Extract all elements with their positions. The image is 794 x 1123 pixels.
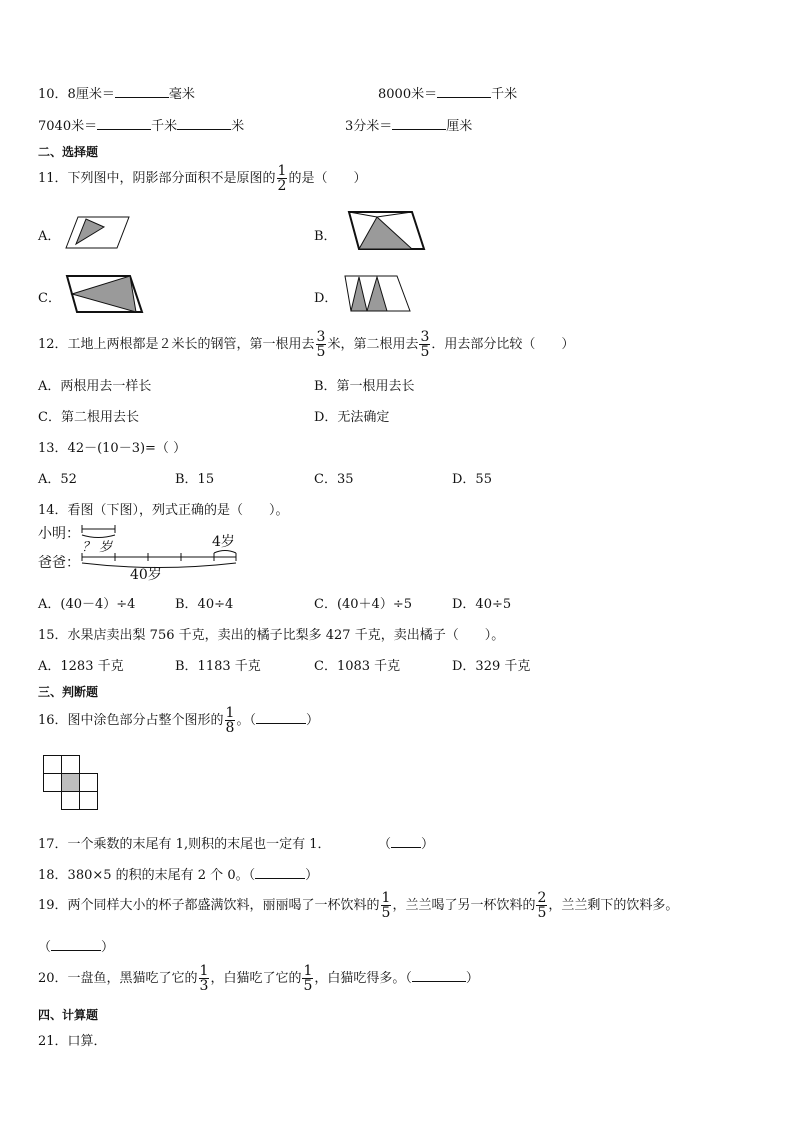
q17-stem: 17．一个乘数的末尾有 1,则积的末尾也一定有 1． bbox=[38, 837, 331, 852]
q20-close: ） bbox=[465, 971, 479, 986]
q17-open: （ bbox=[378, 837, 392, 852]
q20-stem bbox=[38, 964, 479, 993]
q14-label-xiaoming: 小明： bbox=[38, 526, 80, 542]
q16-answer-blank[interactable] bbox=[256, 711, 306, 724]
q10-c-blank2[interactable] bbox=[177, 117, 231, 130]
q14-option-d[interactable]: D．40÷5 bbox=[452, 597, 512, 612]
q12-fraction-2: $\frac{3}{5}$ bbox=[420, 329, 430, 360]
q11-option-d-label[interactable]: D． bbox=[314, 291, 338, 306]
q13-option-b[interactable]: B．15 bbox=[175, 472, 215, 487]
q12-text-1: 12．工地上两根都是２米长的钢管，第一根用去 bbox=[38, 337, 315, 352]
q20-text-3: ，白猫吃得多。（ bbox=[314, 971, 412, 986]
section-choice-heading: 二、选择题 bbox=[38, 145, 99, 159]
q18-stem bbox=[38, 864, 318, 883]
q14-xiaoming-age: ？ 岁 bbox=[82, 540, 113, 555]
q14-total-label: 40岁 bbox=[130, 567, 162, 583]
q10-c-blank1[interactable] bbox=[97, 117, 151, 130]
q18-close: ） bbox=[305, 868, 319, 883]
q20-fraction-2: $\frac{1}{5}$ bbox=[303, 963, 313, 994]
q12-option-b[interactable]: B．第一根用去长 bbox=[314, 379, 415, 394]
q10-line1-right bbox=[378, 83, 517, 102]
q19-open: （ bbox=[38, 940, 52, 955]
q13-option-a[interactable]: A．52 bbox=[38, 472, 77, 487]
q11-figure-d bbox=[342, 273, 412, 313]
q19-text-2: ，兰兰喝了另一杯饮料的 bbox=[392, 898, 536, 913]
q12-stem bbox=[38, 330, 574, 359]
q12-fraction-1: $\frac{3}{5}$ bbox=[316, 329, 326, 360]
q14-label-baba: 爸爸： bbox=[38, 555, 80, 571]
q11-fraction: $\frac{1}{2}$ bbox=[277, 163, 287, 194]
q10-line2-right bbox=[345, 115, 472, 134]
q13-option-d[interactable]: D．55 bbox=[452, 472, 492, 487]
q16-stem bbox=[38, 706, 319, 735]
q16-close: ） bbox=[305, 713, 319, 728]
q16-fraction: $\frac{1}{8}$ bbox=[225, 705, 235, 736]
q14-option-a[interactable]: A．(40－4）÷4 bbox=[38, 597, 136, 612]
q17-close: ） bbox=[421, 837, 435, 852]
q18-text: 18．380×5 的积的末尾有 2 个 0。（ bbox=[38, 868, 256, 883]
q10-d-blank[interactable] bbox=[392, 117, 446, 130]
q19-fraction-1: $\frac{1}{5}$ bbox=[381, 890, 391, 921]
q14-diff-label: 4岁 bbox=[212, 534, 235, 550]
q12-option-a[interactable]: A．两根用去一样长 bbox=[38, 379, 152, 394]
q19-fraction-2: $\frac{2}{5}$ bbox=[537, 890, 547, 921]
q12-text-2: 米，第二根用去 bbox=[327, 337, 419, 352]
q19-text-3: ，兰兰剩下的饮料多。 bbox=[548, 898, 679, 913]
q19-text-1: 19．两个同样大小的杯子都盛满饮料，丽丽喝了一杯饮料的 bbox=[38, 898, 380, 913]
q19-answer-blank[interactable] bbox=[51, 938, 101, 951]
q11-pre: 11．下列图中，阴影部分面积不是原图的 bbox=[38, 171, 276, 186]
q20-answer-blank[interactable] bbox=[412, 969, 466, 982]
q14-stem: 14．看图（下图），列式正确的是（ ）。 bbox=[38, 503, 289, 518]
q11-option-c-label[interactable]: C． bbox=[38, 291, 61, 306]
q10-b-blank[interactable] bbox=[437, 85, 491, 98]
q12-text-3: ．用去部分比较（ ） bbox=[431, 337, 575, 352]
q16-post: 。（ bbox=[236, 713, 256, 728]
q12-option-c[interactable]: C．第二根用去长 bbox=[38, 410, 139, 425]
q10-number: 10． bbox=[38, 87, 68, 102]
q13-option-c[interactable]: C．35 bbox=[314, 472, 354, 487]
q10-line2-left bbox=[38, 115, 244, 134]
q19-close: ） bbox=[101, 940, 115, 955]
q16-grid-figure bbox=[43, 755, 103, 815]
q10-d-unit: 厘米 bbox=[446, 119, 473, 134]
q17-answer bbox=[378, 833, 434, 852]
q14-option-b[interactable]: B．40÷4 bbox=[175, 597, 234, 612]
section-judge-heading: 三、判断题 bbox=[38, 685, 99, 699]
q16-pre: 16．图中涂色部分占整个图形的 bbox=[38, 713, 224, 728]
q15-option-c[interactable]: C．1083 千克 bbox=[314, 659, 401, 674]
q12-option-d[interactable]: D．无法确定 bbox=[314, 410, 390, 425]
q20-fraction-1: $\frac{1}{3}$ bbox=[199, 963, 209, 994]
q10-b-text: 8000米＝ bbox=[378, 87, 438, 102]
q11-option-b-label[interactable]: B． bbox=[314, 229, 337, 244]
q11-post: 的是（ ） bbox=[288, 171, 367, 186]
q21-stem: 21．口算． bbox=[38, 1034, 107, 1049]
q10-line1-left bbox=[38, 83, 195, 102]
q19-answer bbox=[38, 936, 114, 955]
q20-text-2: ，白猫吃了它的 bbox=[210, 971, 302, 986]
q11-figure-a bbox=[64, 214, 130, 250]
q10-a-unit: 毫米 bbox=[168, 87, 195, 102]
q10-b-unit: 千米 bbox=[491, 87, 518, 102]
q10-d-text: 3分米＝ bbox=[345, 119, 393, 134]
q13-stem: 13．42－(10－3)=（ ） bbox=[38, 441, 187, 456]
q15-option-b[interactable]: B．1183 千克 bbox=[175, 659, 261, 674]
q10-a-text: 8厘米＝ bbox=[67, 87, 115, 102]
q10-c-text: 7040米＝ bbox=[38, 119, 98, 134]
section-calc-heading: 四、计算题 bbox=[38, 1008, 99, 1022]
q10-a-blank[interactable] bbox=[115, 85, 169, 98]
q18-answer-blank[interactable] bbox=[255, 866, 305, 879]
q11-option-a-label[interactable]: A． bbox=[38, 229, 61, 244]
q15-option-d[interactable]: D．329 千克 bbox=[452, 659, 531, 674]
q17-answer-blank[interactable] bbox=[391, 835, 421, 848]
q14-option-c[interactable]: C．(40＋4）÷5 bbox=[314, 597, 412, 612]
q11-figure-b bbox=[346, 209, 426, 253]
q10-c-unit2: 米 bbox=[231, 119, 245, 134]
q19-stem bbox=[38, 891, 678, 920]
q15-option-a[interactable]: A．1283 千克 bbox=[38, 659, 124, 674]
q15-stem: 15．水果店卖出梨 756 千克，卖出的橘子比梨多 427 千克，卖出橘子（ ）。 bbox=[38, 628, 505, 643]
q11-figure-c bbox=[64, 273, 144, 315]
q11-stem bbox=[38, 164, 366, 193]
q20-text-1: 20．一盘鱼，黑猫吃了它的 bbox=[38, 971, 198, 986]
q10-c-unit1: 千米 bbox=[151, 119, 178, 134]
